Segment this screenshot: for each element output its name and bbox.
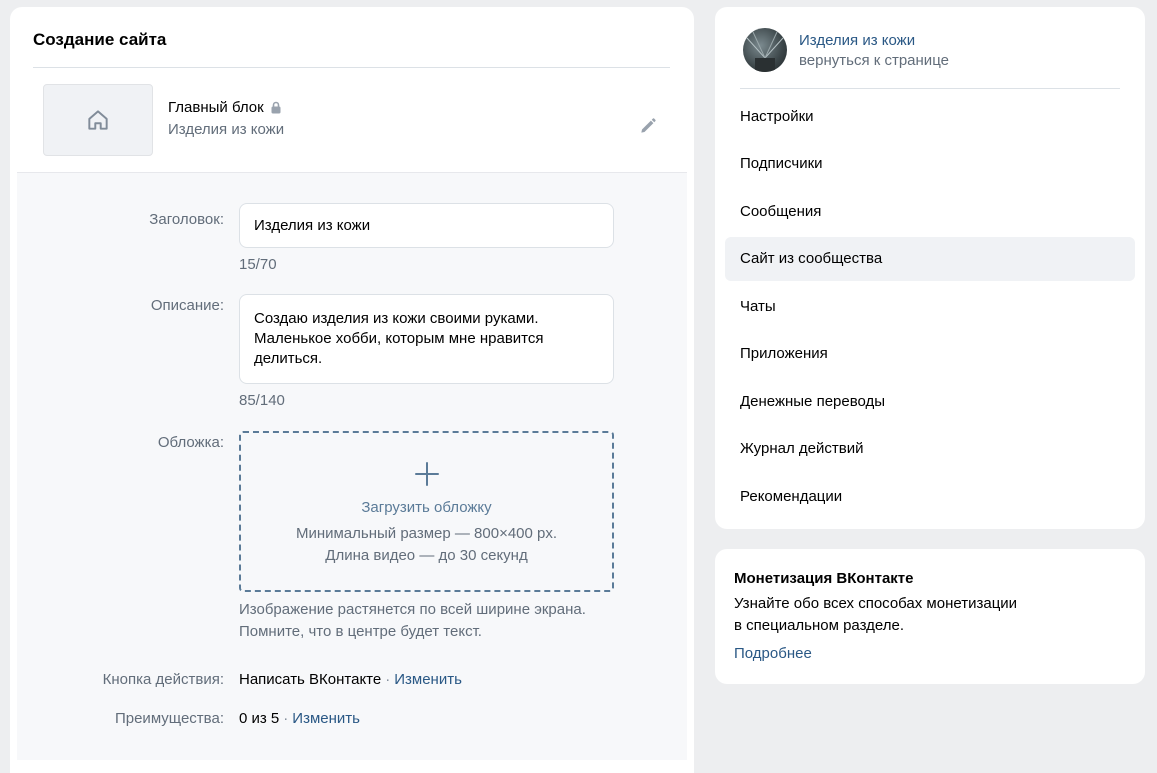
block-name	[168, 99, 282, 116]
block-name-label: Главный блок	[168, 99, 264, 116]
community-name-link[interactable]: Изделия из кожи	[799, 32, 916, 49]
page-title: Создание сайта	[33, 30, 167, 49]
main-block-row	[10, 69, 694, 173]
description-line: делиться.	[254, 350, 323, 367]
back-to-page-link[interactable]: вернуться к странице	[799, 52, 949, 69]
description-counter: 85/140	[239, 392, 285, 409]
sidebar-item-money-transfers[interactable]: Денежные переводы	[740, 393, 886, 410]
advantages-label: Преимущества:	[114, 710, 224, 727]
home-icon	[85, 107, 111, 133]
upload-cover-dropzone[interactable]	[239, 431, 614, 592]
monetization-more-link[interactable]: Подробнее	[734, 645, 812, 662]
title-field-label: Заголовок:	[149, 211, 224, 228]
avatar-image	[743, 28, 787, 72]
action-button-value: Написать ВКонтакте	[239, 671, 382, 688]
sidebar-item-recommendations[interactable]: Рекомендации	[740, 488, 843, 505]
cover-size-hint: Минимальный размер — 800×400 px.	[295, 525, 558, 542]
cover-video-hint: Длина видео — до 30 секунд	[325, 547, 528, 564]
sidebar-item-chats[interactable]: Чаты	[740, 298, 776, 315]
monetization-card	[715, 549, 1145, 684]
block-thumbnail	[43, 84, 153, 156]
community-avatar[interactable]	[743, 28, 787, 72]
pencil-icon	[638, 116, 658, 136]
description-line: Маленькое хобби, которым мне нравится	[254, 330, 544, 347]
description-field-label: Описание:	[150, 297, 224, 314]
sidebar-item-subscribers[interactable]: Подписчики	[740, 155, 823, 172]
monetization-text	[734, 593, 1074, 637]
cover-field-label: Обложка:	[157, 434, 224, 451]
nav-divider	[740, 88, 1120, 89]
description-textarea[interactable]	[239, 294, 614, 384]
description-line: Создаю изделия из кожи своими руками.	[254, 310, 539, 327]
monetization-text-line: в специальном разделе.	[734, 617, 905, 634]
sidebar-item-settings[interactable]: Настройки	[740, 108, 814, 125]
action-button-label: Кнопка действия:	[102, 671, 224, 688]
title-divider	[33, 67, 670, 68]
change-advantages-link[interactable]: Изменить	[292, 710, 360, 727]
separator-dot: ·	[385, 671, 391, 688]
upload-cover-label: Загрузить обложку	[361, 499, 492, 516]
sidebar-item-apps[interactable]: Приложения	[740, 345, 828, 362]
community-nav-card	[715, 7, 1145, 529]
monetization-title: Монетизация ВКонтакте	[734, 570, 914, 587]
change-action-link[interactable]: Изменить	[394, 671, 462, 688]
sidebar-item-messages[interactable]: Сообщения	[740, 203, 822, 220]
title-counter: 15/70	[239, 256, 277, 273]
cover-note: Помните, что в центре будет текст.	[239, 623, 482, 640]
advantages-value: 0 из 5	[239, 710, 280, 727]
separator-dot: ·	[283, 710, 289, 727]
title-input-value: Изделия из кожи	[254, 217, 371, 234]
edit-block-button[interactable]	[636, 114, 660, 138]
monetization-text-line: Узнайте обо всех способах монетизации	[734, 595, 1018, 612]
action-button-row	[239, 671, 462, 688]
lock-icon	[270, 101, 282, 114]
advantages-row	[239, 710, 360, 727]
site-builder-card	[10, 7, 694, 773]
plus-icon	[414, 461, 440, 487]
block-settings-form	[17, 172, 687, 760]
block-subtitle: Изделия из кожи	[168, 121, 285, 138]
sidebar-item-community-site[interactable]: Сайт из сообщества	[725, 237, 1135, 281]
cover-note: Изображение растянется по всей ширине экрана.	[239, 601, 586, 618]
title-input[interactable]	[239, 203, 614, 248]
sidebar-item-action-log[interactable]: Журнал действий	[740, 440, 864, 457]
